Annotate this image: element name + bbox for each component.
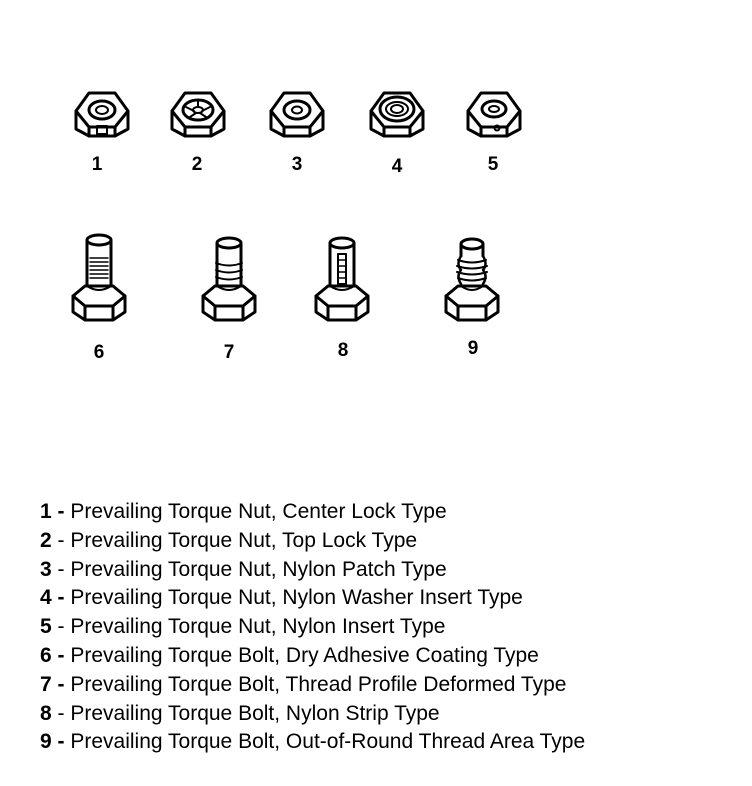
label-7: 7 — [223, 342, 235, 363]
legend-separator: - — [51, 500, 71, 523]
label-8: 8 — [337, 340, 349, 361]
legend-number: 3 — [40, 557, 52, 581]
bolt-9-out-of-round-drawing — [446, 239, 498, 320]
nut-2-top-lock-drawing — [172, 93, 224, 136]
legend-text: Prevailing Torque Nut, Top Lock Type — [70, 528, 418, 552]
legend-item — [40, 671, 740, 700]
legend-number: 5 — [40, 615, 52, 639]
legend-item — [40, 613, 740, 642]
label-3: 3 — [291, 154, 303, 175]
legend-separator: - — [51, 643, 71, 667]
legend-text: Prevailing Torque Bolt, Out-of-Round Thread Area Type — [70, 730, 586, 754]
legend-separator: - — [51, 615, 71, 639]
legend-item — [40, 728, 740, 757]
nut-4-nylon-washer-drawing — [371, 93, 423, 136]
bolt-7-thread-deformed-drawing — [203, 238, 255, 320]
legend-number: 7 — [40, 672, 52, 696]
legend-separator: - — [51, 701, 71, 725]
legend-item — [40, 584, 740, 613]
legend-text: Prevailing Torque Bolt, Nylon Strip Type — [70, 701, 440, 725]
legend-text: Prevailing Torque Nut, Nylon Washer Insert Type — [70, 586, 523, 610]
legend-separator: - — [51, 557, 71, 581]
legend-number: 1 — [40, 500, 52, 523]
label-5: 5 — [487, 154, 499, 175]
legend-separator: - — [51, 586, 71, 610]
label-9: 9 — [467, 338, 479, 359]
bolt-8-nylon-strip-drawing — [316, 238, 368, 320]
nut-3-nylon-patch-drawing — [271, 93, 323, 136]
label-6: 6 — [93, 342, 105, 363]
legend-item — [40, 642, 740, 671]
legend-text: Prevailing Torque Bolt, Thread Profile Deformed Type — [70, 672, 567, 696]
legend-text: Prevailing Torque Bolt, Dry Adhesive Coating Type — [70, 643, 539, 667]
bolt-6-dry-adhesive-drawing — [73, 235, 125, 320]
legend-number: 6 — [40, 643, 52, 667]
legend-text: Prevailing Torque Nut, Nylon Patch Type — [70, 557, 447, 581]
legend-item — [40, 498, 740, 527]
legend-number: 9 — [40, 730, 52, 754]
legend-number: 2 — [40, 528, 52, 552]
legend-separator: - — [51, 730, 71, 754]
nut-5-nylon-insert-drawing — [468, 93, 520, 136]
legend-item — [40, 556, 740, 585]
legend-separator: - — [51, 672, 71, 696]
label-1: 1 — [91, 154, 103, 175]
label-2: 2 — [191, 154, 203, 175]
legend-text: Prevailing Torque Nut, Nylon Insert Type — [70, 615, 446, 639]
legend — [40, 498, 740, 757]
legend-number: 8 — [40, 701, 52, 725]
legend-separator: - — [51, 528, 71, 552]
label-4: 4 — [391, 156, 403, 177]
legend-number: 4 — [40, 586, 52, 610]
legend-text: Prevailing Torque Nut, Center Lock Type — [70, 500, 447, 523]
legend-item — [40, 700, 740, 729]
nut-1-center-lock-drawing — [76, 93, 128, 136]
legend-item — [40, 527, 740, 556]
